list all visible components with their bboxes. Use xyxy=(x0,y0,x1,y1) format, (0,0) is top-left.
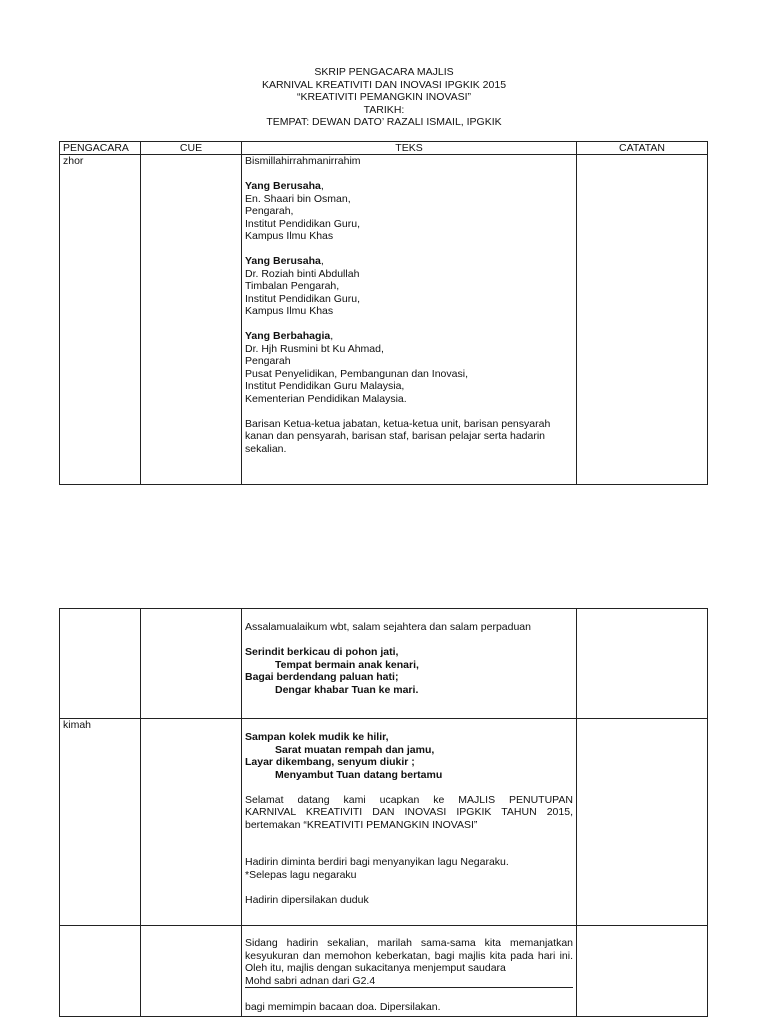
cue-cell xyxy=(141,609,242,719)
address-line: Dr. Hjh Rusmini bt Ku Ahmad, xyxy=(245,342,384,355)
address-line: Institut Pendidikan Guru, xyxy=(245,292,360,305)
welcome-line: KARNIVAL KREATIVITI DAN INOVASI IPGKIK TAHUN 2015, xyxy=(245,806,573,818)
table-row xyxy=(60,155,708,485)
pantun-line: Dengar khabar Tuan ke mari. xyxy=(275,683,419,696)
salutation: Yang Berusaha xyxy=(245,255,321,267)
header-theme: “KREATIVITI PEMANGKIN INOVASI” xyxy=(296,91,472,103)
header-venue: TEMPAT: DEWAN DATO’ RAZALI ISMAIL, IPGKIK xyxy=(266,116,502,128)
catatan-cell xyxy=(577,926,708,1017)
address-block: Yang Berusaha, xyxy=(245,255,324,267)
catatan-cell xyxy=(577,609,708,719)
document-header xyxy=(0,66,768,129)
pengacara-cell xyxy=(60,926,141,1017)
teks-cell xyxy=(242,609,577,719)
address-line: Pusat Penyelidikan, Pembangunan dan Inovasi, xyxy=(245,367,468,380)
column-header-catatan: CATATAN xyxy=(577,142,708,155)
address-line: Timbalan Pengarah, xyxy=(245,280,340,292)
greeting-line: Assalamualaikum wbt, salam sejahtera dan salam perpaduan xyxy=(245,621,531,633)
cue-cell xyxy=(141,719,242,926)
table-row xyxy=(60,926,708,1017)
column-header-pengacara: PENGACARA xyxy=(60,142,141,155)
welcome-line: bertemakan “KREATIVITI PEMANGKIN INOVASI” xyxy=(245,818,478,831)
anthem-note: *Selepas lagu negaraku xyxy=(245,868,357,881)
pantun-line: Tempat bermain anak kenari, xyxy=(275,658,419,671)
sit-instruction: Hadirin dipersilakan duduk xyxy=(245,893,369,906)
header-event: KARNIVAL KREATIVITI DAN INOVASI IPGKIK 2015 xyxy=(261,78,507,91)
pantun-line: Sampan kolek mudik ke hilir, xyxy=(245,731,389,743)
pantun-line: Menyambut Tuan datang bertamu xyxy=(275,768,443,781)
pantun-line: Layar dikembang, senyum diukir ; xyxy=(245,756,415,768)
cue-cell xyxy=(141,155,242,485)
salutation: Yang Berbahagia xyxy=(245,330,331,342)
pantun-line: Sarat muatan rempah dan jamu, xyxy=(275,743,435,756)
pengacara-cell xyxy=(60,609,141,719)
salutation: Yang Berusaha xyxy=(245,180,321,192)
pantun-line: Serindit berkicau di pohon jati, xyxy=(245,646,399,658)
address-line: Pengarah xyxy=(245,355,291,367)
column-header-teks: TEKS xyxy=(242,142,577,155)
header-date: TARIKH: xyxy=(363,103,405,116)
cue-cell xyxy=(141,926,242,1017)
header-title: SKRIP PENGACARA MAJLIS xyxy=(314,66,454,78)
table-row xyxy=(60,609,708,719)
pengacara-cell: kimah xyxy=(60,719,141,926)
address-line: Dr. Roziah binti Abdullah xyxy=(245,267,360,280)
address-line: Institut Pendidikan Guru, xyxy=(245,217,360,230)
address-line: Institut Pendidikan Guru Malaysia, xyxy=(245,380,405,392)
doa-reader-name: Mohd sabri adnan dari G2.4 xyxy=(245,975,573,989)
address-block: Yang Berbahagia, xyxy=(245,330,334,342)
doa-paragraph: Sidang hadirin sekalian, marilah sama-sama kita memanjatkan kesyukuran dan memohon keberkatan, bagi majlis kita pada hari ini. Oleh itu, majlis dengan sukacitanya menjemput saudara xyxy=(245,937,573,974)
teks-cell xyxy=(242,926,577,1017)
pantun-line: Bagai berdendang paluan hati; xyxy=(245,671,399,683)
table-row xyxy=(60,719,708,926)
welcome-line: Selamat datang kami ucapkan ke MAJLIS PENUTUPAN xyxy=(245,793,573,806)
pengacara-cell: zhor xyxy=(60,155,141,485)
address-block: Yang Berusaha, xyxy=(245,180,324,192)
opening-line: Bismillahirrahmanirrahim xyxy=(245,155,361,167)
script-table-2 xyxy=(59,608,708,1017)
address-line: Kementerian Pendidikan Malaysia. xyxy=(245,392,407,405)
address-line: Pengarah, xyxy=(245,205,294,217)
address-line: En. Shaari bin Osman, xyxy=(245,192,351,205)
script-table-1 xyxy=(59,141,708,485)
address-line: Kampus Ilmu Khas xyxy=(245,230,334,242)
anthem-instruction: Hadirin diminta berdiri bagi menyanyikan lagu Negaraku. xyxy=(245,856,509,868)
doa-paragraph-end: bagi memimpin bacaan doa. Dipersilakan. xyxy=(245,1000,441,1013)
closing-paragraph: Barisan Ketua-ketua jabatan, ketua-ketua unit, barisan pensyarah kanan dan pensyarah, barisan staf, barisan pelajar serta hadarin sekalian. xyxy=(245,417,551,455)
catatan-cell xyxy=(577,719,708,926)
teks-cell xyxy=(242,719,577,926)
column-header-cue: CUE xyxy=(141,142,242,155)
teks-cell xyxy=(242,155,577,485)
address-line: Kampus Ilmu Khas xyxy=(245,305,334,317)
table-header-row xyxy=(60,142,708,155)
catatan-cell xyxy=(577,155,708,485)
